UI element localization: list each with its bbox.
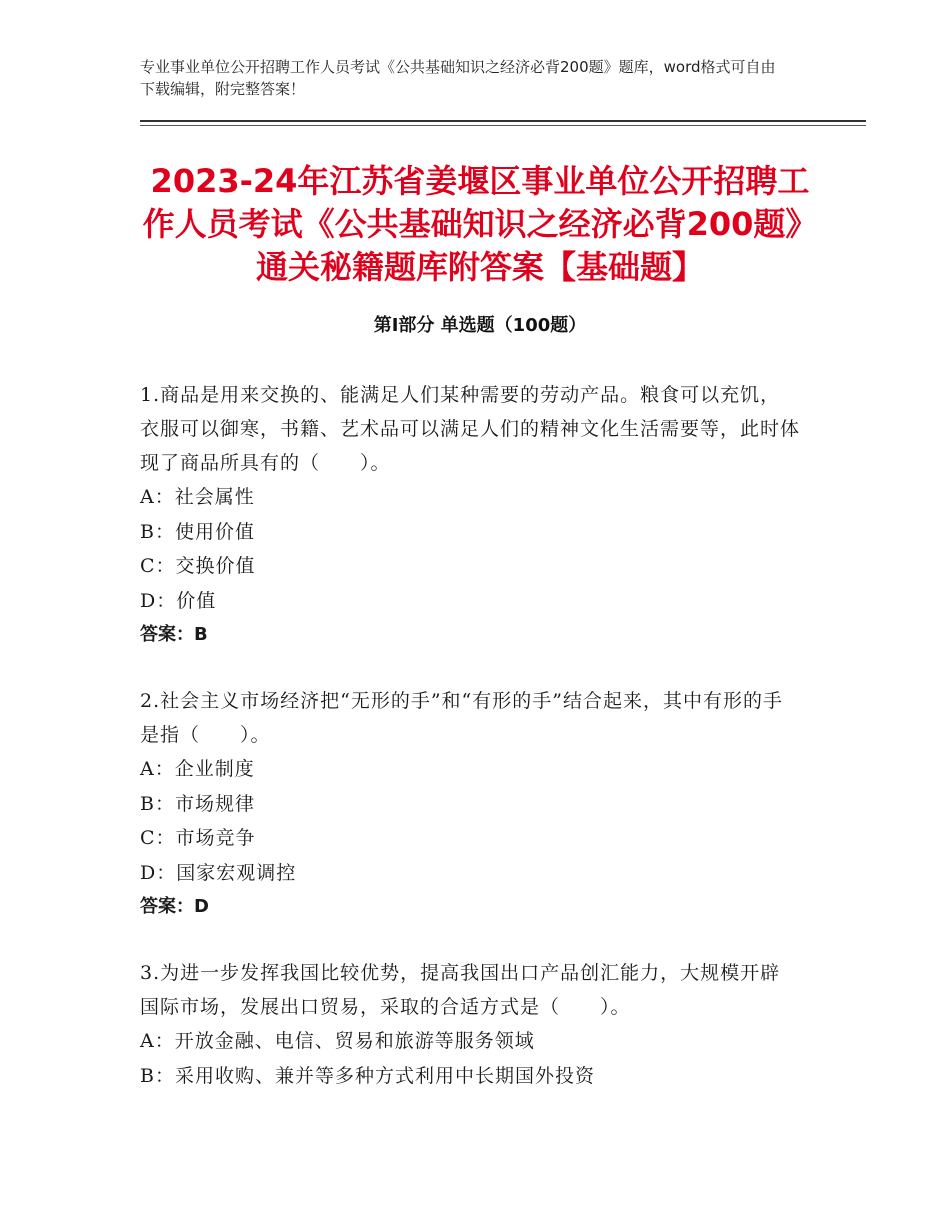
- document-title: 2023-24年江苏省姜堰区事业单位公开招聘工作人员考试《公共基础知识之经济必背200题》通关秘籍题库附答案【基础题】: [142, 162, 818, 286]
- header-divider-thin: [140, 125, 866, 126]
- option-c: C：市场竞争: [140, 827, 256, 849]
- option-a: A：开放金融、电信、贸易和旅游等服务领域: [140, 1030, 535, 1052]
- question-text: 2.社会主义市场经济把“无形的手”和“有形的手”结合起来，其中有形的手是指（ ）。: [140, 690, 783, 746]
- question-1: [140, 378, 800, 652]
- option-a: A：社会属性: [140, 486, 255, 508]
- option-b: B：采用收购、兼并等多种方式利用中长期国外投资: [140, 1064, 595, 1087]
- answer: 答案：D: [140, 896, 209, 917]
- option-b: B：市场规律: [140, 792, 255, 815]
- question-2: [140, 684, 800, 924]
- section-heading: 第Ⅰ部分 单选题（100题）: [373, 315, 587, 336]
- header-divider-thick: [140, 120, 866, 122]
- option-d: D：价值: [140, 589, 217, 612]
- header-note: 专业事业单位公开招聘工作人员考试《公共基础知识之经济必背200题》题库，word格式可自由下载编辑，附完整答案！: [140, 58, 776, 98]
- option-a: A：企业制度: [140, 758, 255, 780]
- option-b: B：使用价值: [140, 520, 255, 543]
- question-list: [140, 378, 800, 1125]
- question-text: 1.商品是用来交换的、能满足人们某种需要的劳动产品。粮食可以充饥，衣服可以御寒，书籍、艺术品可以满足人们的精神文化生活需要等，此时体现了商品所具有的（ ）。: [140, 384, 801, 474]
- answer: 答案：B: [140, 624, 208, 645]
- question-text: 3.为进一步发挥我国比较优势，提高我国出口产品创汇能力，大规模开辟国际市场，发展出口贸易，采取的合适方式是（ ）。: [140, 962, 781, 1018]
- option-c: C：交换价值: [140, 555, 256, 577]
- question-3: [140, 956, 800, 1093]
- option-d: D：国家宏观调控: [140, 861, 297, 884]
